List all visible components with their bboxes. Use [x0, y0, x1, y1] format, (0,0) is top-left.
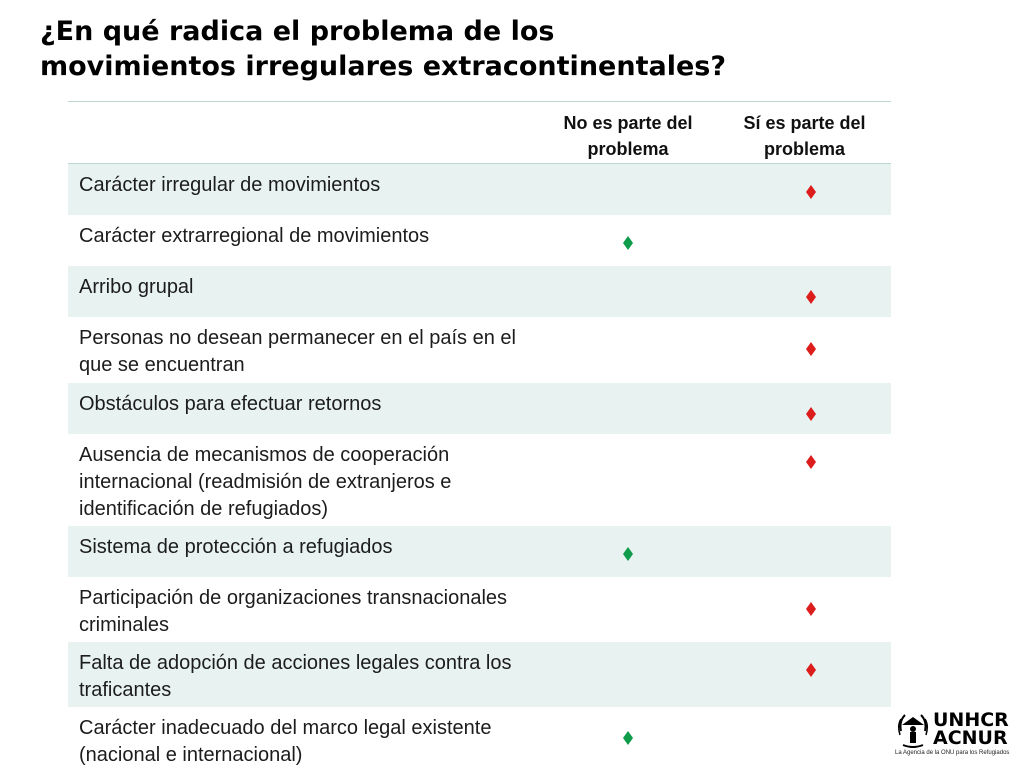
not-problem-cell [538, 707, 718, 765]
logo-word-unhcr: UNHCR [933, 709, 1009, 731]
row-label: Falta de adopción de acciones legales contra los traficantes [79, 652, 512, 701]
table-row [68, 577, 891, 642]
red-diamond-icon [806, 185, 816, 199]
table-row [68, 215, 891, 266]
header-is-problem-cell [718, 102, 891, 163]
is-problem-cell [718, 707, 891, 765]
not-problem-cell [538, 317, 718, 383]
not-problem-cell [538, 577, 718, 642]
red-diamond-icon [806, 602, 816, 616]
not-problem-cell [538, 164, 718, 215]
header-not-problem: No es parte del problema [563, 113, 693, 159]
header-is-problem: Sí es parte del problema [743, 113, 866, 159]
green-diamond-icon [623, 731, 633, 745]
logo-word-acnur: ACNUR [933, 727, 1008, 749]
row-label: Ausencia de mecanismos de cooperación internacional (readmisión de extranjeros e identificación de refugiados) [79, 444, 452, 520]
not-problem-cell [538, 642, 718, 707]
is-problem-cell [718, 577, 891, 642]
table-row [68, 164, 891, 215]
not-problem-cell [538, 434, 718, 526]
header-blank-cell [68, 102, 538, 163]
red-diamond-icon [806, 455, 816, 469]
not-problem-cell [538, 266, 718, 317]
table-row [68, 383, 891, 434]
row-label: Carácter inadecuado del marco legal existente (nacional e internacional) [79, 717, 492, 766]
not-problem-cell [538, 215, 718, 266]
row-label: Arribo grupal [79, 276, 194, 298]
comparison-table [68, 101, 891, 765]
row-label: Carácter extrarregional de movimientos [79, 225, 430, 247]
row-label: Obstáculos para efectuar retornos [79, 393, 382, 415]
table-header-row [68, 102, 891, 164]
header-not-problem-cell [538, 102, 718, 163]
row-label: Sistema de protección a refugiados [79, 536, 393, 558]
unhcr-logo [893, 708, 1021, 760]
green-diamond-icon [623, 547, 633, 561]
not-problem-cell [538, 526, 718, 577]
is-problem-cell [718, 383, 891, 434]
title-line-1: ¿En qué radica el problema de los [40, 16, 555, 47]
is-problem-cell [718, 266, 891, 317]
table-row [68, 317, 891, 383]
unhcr-emblem-icon [897, 711, 929, 749]
is-problem-cell [718, 526, 891, 577]
row-label: Carácter irregular de movimientos [79, 174, 381, 196]
title-line-2: movimientos irregulares extracontinentales? [40, 51, 726, 82]
is-problem-cell [718, 642, 891, 707]
row-label: Personas no desean permanecer en el país en el que se encuentran [79, 327, 516, 376]
not-problem-cell [538, 383, 718, 434]
row-label: Participación de organizaciones transnacionales criminales [79, 587, 508, 636]
slide-title [40, 14, 940, 84]
table-row [68, 526, 891, 577]
red-diamond-icon [806, 407, 816, 421]
is-problem-cell [718, 164, 891, 215]
is-problem-cell [718, 215, 891, 266]
table-row [68, 434, 891, 526]
table-row [68, 707, 891, 765]
red-diamond-icon [806, 342, 816, 356]
table-row [68, 642, 891, 707]
red-diamond-icon [806, 290, 816, 304]
logo-tagline: La Agencia de la ONU para los Refugiados [895, 750, 1010, 756]
red-diamond-icon [806, 663, 816, 677]
is-problem-cell [718, 317, 891, 383]
table-row [68, 266, 891, 317]
green-diamond-icon [623, 236, 633, 250]
is-problem-cell [718, 434, 891, 526]
